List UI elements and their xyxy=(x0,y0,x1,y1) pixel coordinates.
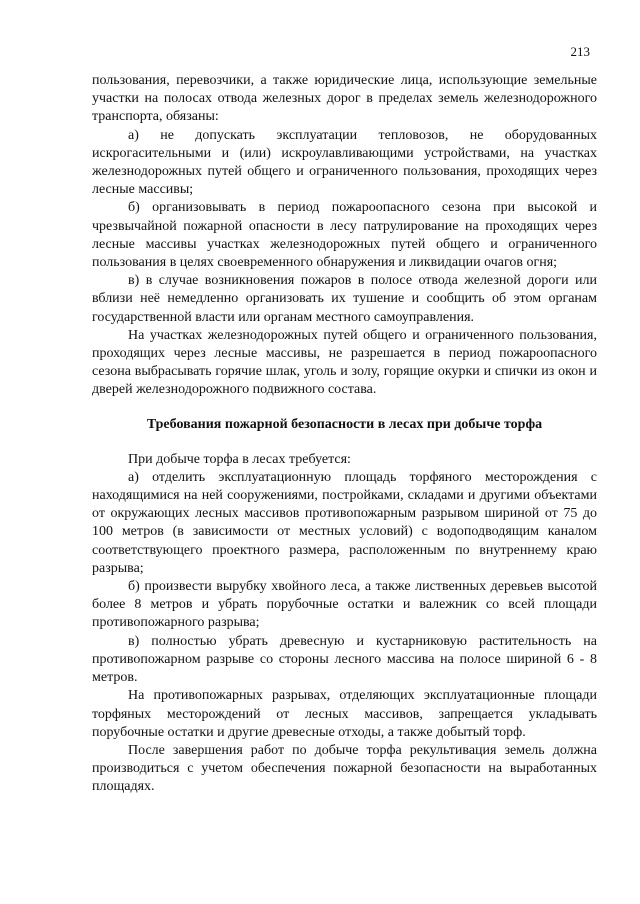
paragraph-peat-item-v: в) полностью убрать древесную и кустарниковую растительность на противопожарном разрыве со стороны лесного массива на полосе шириной 6 - 8 метров. xyxy=(92,633,597,686)
paragraph-item-v: в) в случае возникновения пожаров в полосе отвода железной дороги или вблизи неё немедленно организовать их тушение и сообщить об этом органам государственной власти или органам местного самоуправления. xyxy=(92,273,597,325)
paragraph-peat-item-a: а) отделить эксплуатационную площадь торфяного месторождения с находящимися на ней сооружениями, постройками, складами и другими объектами от окружающих лесных массивов противопожарным разрывом шириной от 75 до 100 метров (в зависимости от местных условий) с водоподводящим каналом соответствующего проектного размера, расположенным по внутреннему краю разрыва; xyxy=(92,469,597,576)
paragraph-railway-prohibition: На участках железнодорожных путей общего и ограниченного пользования, проходящих через лесные массивы, не разрешается в период пожароопасного сезона выбрасывать горячие шлак, уголь и золу, горящие окурки и спички из окон и дверей железнодорожного подвижного состава. xyxy=(92,327,597,398)
paragraph-item-b: б) организовывать в период пожароопасного сезона при высокой и чрезвычайной пожарной опасности в лесу патрулирование на проходящих через лесные массивы участках железнодорожных путей общего и ограниченного пользования в целях своевременного обнаружения и ликвидации очагов огня; xyxy=(92,200,597,271)
page-number: 213 xyxy=(570,44,590,59)
paragraph-firebreak-prohibition: На противопожарных разрывах, отделяющих эксплуатационные площади торфяных месторождений от лесных массивов, запрещается укладывать порубочные остатки и другие древесные отходы, а также добытый торф. xyxy=(92,688,597,740)
paragraph-intro: При добыче торфа в лесах требуется: xyxy=(128,451,351,467)
paragraph-item-a: а) не допускать эксплуатации тепловозов, не оборудованных искрогасительными и (или) искроулавливающими устройствами, на участках железнодорожных путей общего и ограниченного пользования, проходящих через лесные массивы; xyxy=(92,127,597,198)
paragraph-recultivation: После завершения работ по добыче торфа рекультивация земель должна производиться с учетом обеспечения пожарной безопасности на выработанных площадях. xyxy=(92,742,597,795)
section-heading: Требования пожарной безопасности в лесах при добыче торфа xyxy=(146,416,543,432)
paragraph-continuation: пользования, перевозчики, а также юридические лица, использующие земельные участки на полосах отвода железных дорог в пределах земель железнодорожного транспорта, обязаны: xyxy=(92,73,597,125)
document-body xyxy=(92,72,597,797)
paragraph-peat-item-b: б) произвести вырубку хвойного леса, а также лиственных деревьев высотой более 8 метров и убрать порубочные остатки и валежник со всей площади противопожарного разрыва; xyxy=(92,579,597,631)
